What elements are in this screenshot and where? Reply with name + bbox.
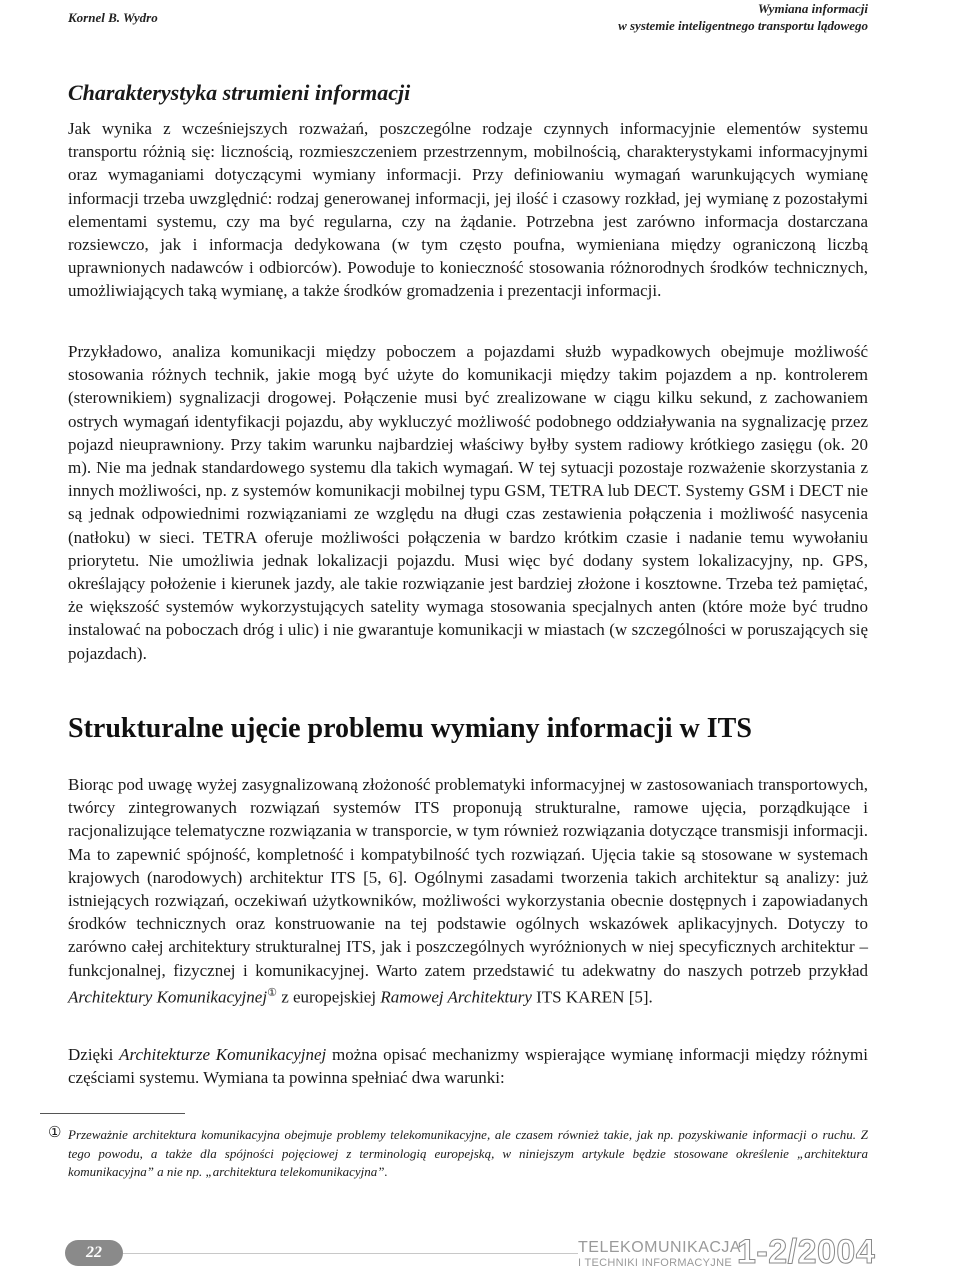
section2-paragraph-1-block [68,773,868,1009]
header-title [618,0,868,34]
p2-end-text: można opisać mechanizmy wspierające wymianę informacji między różnymi częściami systemu. Wymiana ta powinna spełniać dwa warunki: [68,1045,868,1088]
footnote-mark: ① [48,1125,62,1141]
section1-paragraph-1-block [68,117,868,303]
brand-line-1: TELEKOMUNIKACJA [578,1239,742,1256]
footer-divider [123,1253,578,1254]
section2-paragraph-1 [68,773,868,1009]
section-heading-structural: Strukturalne ujęcie problemu wymiany informacji w ITS [68,713,752,744]
header-title-line2: w systemie inteligentnego transportu lądowego [618,18,868,33]
p1-text: Biorąc pod uwagę wyżej zasygnalizowaną złożoność problematyki informacyjnej w zastosowaniach transportowych, twórcy zintegrowanych rozwiązań systemów ITS proponują strukturalne, ramowe ujęcia, porządkujące i racjonalizujące telematyczne rozwiązania w transporcie, w tym również rozwiązania dotyczące transmisji informacji. Ma to zapewnić spójność, kompletność i kompatybilność tych rozwiązań. Ujęcia takie są stosowane w systemach krajowych (narodowych) architektur ITS [5, 6]. Ogólnymi zasadami tworzenia takich architektur są analizy: już istniejących rozwiązań, oczekiwań użytkowników, możliwości wykorzystania obecnie dostępnych i zapowiadanych środków technicznych oraz konstruowanie na tej podstawie ogólnych wskazówek aplikacyjnych. Dotyczy to zarówno całej architektury strukturalnej ITS, jak i poszczególnych wyróżnionych w niej specyficznych architektur – funkcjonalnej, fizycznej i komunikacyjnej. Warto zatem przedstawić tu adekwatny do naszych potrzeb przykład [68,775,868,980]
p1-mid-text: z europejskiej [276,987,381,1007]
page-number-badge [65,1240,123,1266]
section2-paragraph-2 [68,1043,868,1089]
footnote-text: Przeważnie architektura komunikacyjna obejmuje problemy telekomunikacyjne, ale czasem również takie, jak np. pozyskiwanie informacji o ruchu. Z tego powodu, a także dla spójności pojęciowej z terminologią europejską, w niniejszym artykule będzie stosowane określenie „architektura komunikacyjna” a nie np. „architektura telekomunikacyjna”. [68,1127,868,1179]
header-author: Kornel B. Wydro [68,10,158,25]
section1-paragraph-1: Jak wynika z wcześniejszych rozważań, poszczególne rodzaje czynnych informacyjnie elementów systemu transportu różnią się: licznością, rozmieszczeniem przestrzennym, mobilnością, charakterystykami informacyjnymi oraz wymaganiami dotyczącymi wymiany informacji. Przy definiowaniu wymagań warunkujących wymianę informacji trzeba uwzględnić: rodzaj generowanej informacji, jej ilość i czasowy rozkład, jej wymianę z pozostałymi elementami systemu, czy ma być regularna, czy na żądanie. Potrzebna jest zarówno informacja dostarczana rozsiewczo, jak i informacja dedykowana (w tym często poufna, wymieniana między ograniczoną liczbą uprawnionych nadawców i odbiorców). Powoduje to konieczność stosowania różnorodnych środków technicznych, umożliwiających taką wymianę, a także środków gromadzenia i prezentacji informacji. [68,119,868,301]
page-number: 22 [86,1244,102,1261]
brand-line-2: I TECHNIKI INFORMACYJNE [578,1257,732,1269]
p2-start-text: Dzięki [68,1045,120,1064]
section1-paragraph-2: Przykładowo, analiza komunikacji między poboczem a pojazdami służb wypadkowych obejmuje możliwość stosowania różnych technik, jakie mogą być użyte do komunikacji między takim pojazdem a np. kontrolerem (sterownikiem) sygnalizacji drogowej. Połączenie musi być zrealizowane w ciągu kilku sekund, z zachowaniem ostrych wymagań identyfikacji pojazdu, aby wykluczyć możliwość podobnego oddziaływania na sygnalizację przez pojazd nieuprawniony. Przy takim warunku najbardziej właściwy byłby system radiowy krótkiego zasięgu (ok. 20 m). Nie ma jednak standardowego systemu dla takich wymagań. W tej sytuacji pozostaje rozważenie skorzystania z innych możliwości, np. z systemów komunikacji mobilnej typu GSM, TETRA lub DECT. Systemy GSM i DECT nie są jednak odpowiednimi rozwiązaniami ze względu na długi czas zestawienia połączenia i możliwość nasycenia (natłoku) w sieci. TETRA oferuje możliwości połączenia w bardzo krótkim czasie i nadanie temu wywołaniu priorytetu. Nie umożliwia jednak lokalizacji pojazdu. Musi więc być dodany system lokalizacyjny, np. GPS, określający położenie i kierunek jazdy, ale takie rozwiązanie jest bardziej złożone i kosztowne. Trzeba też pamiętać, że większość systemów wykorzystujących satelity wymaga stosowania specjalnych anten (które może być trudno instalować na poboczach dróg i ulic) i nie gwarantuje komunikacji w miastach (w szczególności w poruszających się pojazdach). [68,342,868,663]
footnote-ref-mark[interactable]: ① [267,986,277,999]
p1-emphasis-architecture: Architektury Komunikacyjnej [68,987,268,1007]
section2-paragraph-2-block [68,1043,868,1089]
p1-emphasis-framework: Ramowej Architektury [380,987,532,1007]
header-title-line1: Wymiana informacji [757,1,868,16]
p1-end-text: ITS KAREN [5]. [531,987,653,1007]
p2-emphasis: Architekturze Komunikacyjnej [119,1045,327,1064]
section-heading-characteristics: Charakterystyka strumieni informacji [68,80,411,105]
issue-number: 1-2/2004 [737,1233,876,1271]
section1-paragraph-2-block [68,340,868,665]
footnote-divider [40,1113,185,1114]
